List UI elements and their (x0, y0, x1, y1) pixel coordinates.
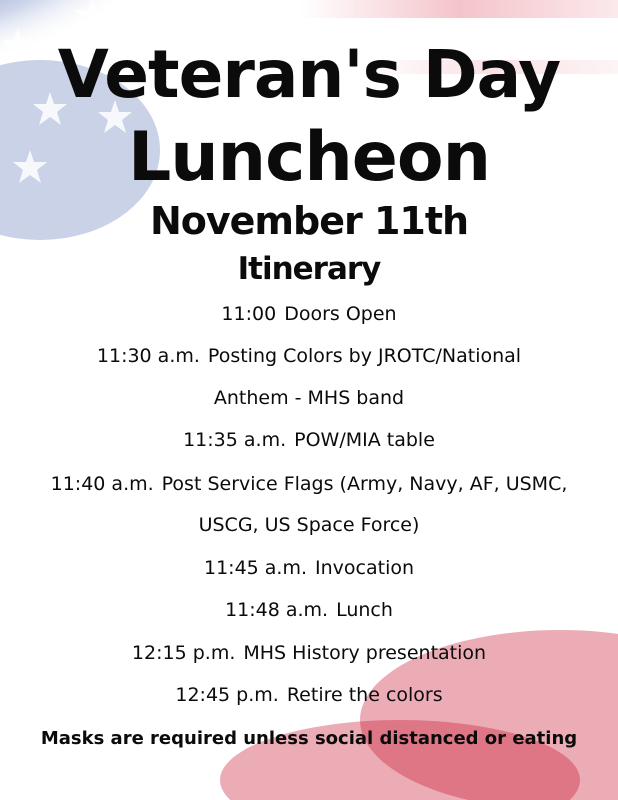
itinerary-item (0, 555, 618, 581)
itinerary-text: Posting Colors by JROTC/National (207, 345, 522, 367)
itinerary-item (0, 640, 618, 666)
itinerary-text: Lunch (336, 599, 393, 621)
itinerary-time: 11:40 a.m. (50, 473, 154, 495)
event-title-line1: Veteran's Day (57, 36, 561, 113)
itinerary-text: Post Service Flags (Army, Navy, AF, USMC, (161, 473, 568, 495)
itinerary-time: 12:45 p.m. (175, 684, 279, 706)
itinerary-item (0, 427, 618, 453)
itinerary-item (0, 343, 618, 369)
event-date: November 11th (149, 199, 469, 243)
mask-requirement-note: Masks are required unless social distanced or eating (40, 728, 578, 749)
itinerary-time: 12:15 p.m. (131, 642, 236, 664)
itinerary-text: MHS History presentation (243, 642, 487, 664)
itinerary-text: Invocation (315, 557, 415, 579)
itinerary-item (0, 682, 618, 708)
itinerary-item (0, 385, 618, 411)
itinerary-item (0, 471, 618, 497)
itinerary-time: 11:00 (221, 303, 277, 325)
itinerary-item (0, 301, 618, 327)
itinerary-time: 11:35 a.m. (183, 429, 287, 451)
itinerary-time: 11:48 a.m. (225, 599, 329, 621)
itinerary-text: Retire the colors (286, 684, 443, 706)
itinerary-text: POW/MIA table (294, 429, 435, 451)
itinerary-heading: Itinerary (237, 251, 381, 287)
itinerary-time: 11:45 a.m. (203, 557, 308, 579)
itinerary-text: Anthem - MHS band (213, 387, 405, 409)
itinerary-text: USCG, US Space Force) (198, 514, 420, 536)
event-title-line2: Luncheon (127, 118, 491, 197)
itinerary-text: Doors Open (284, 303, 397, 325)
itinerary-item (0, 512, 618, 538)
itinerary-item (0, 597, 618, 623)
itinerary-time: 11:30 a.m. (96, 345, 200, 367)
